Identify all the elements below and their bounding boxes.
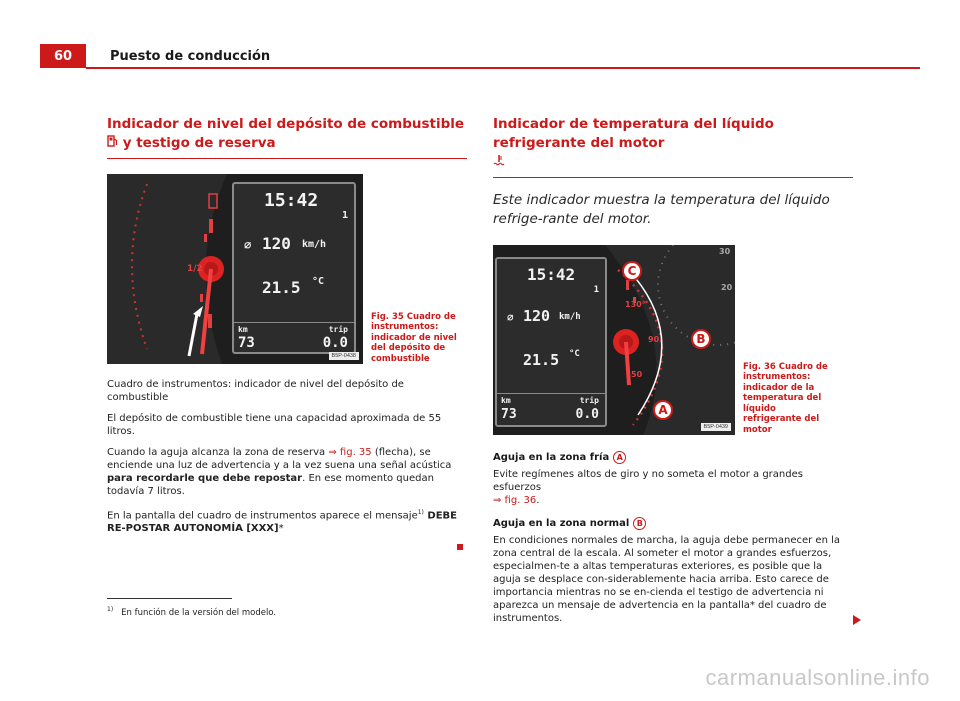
fig35-display [232,182,356,354]
scale-20: 20 [721,283,733,292]
fig35-link[interactable]: ⇒ fig. 35 [328,447,372,458]
badge-b: B [633,517,646,530]
continue-arrow-icon [853,615,861,625]
fig36-time: 15:42 [527,265,576,284]
fig36-code: B5P-0439 [701,423,731,431]
badge-a: A [613,451,626,464]
fig36-link[interactable]: ⇒ fig. 36 [493,495,537,506]
fig35-code: B5P-0438 [329,352,359,360]
fig36-display [495,257,607,427]
callout-c: C [622,261,642,281]
coolant-lead: Este indicador muestra la temperatura del líquido refrige-rante del motor. [493,192,830,227]
cold-zone-heading: Aguja en la zona fría A [493,451,853,464]
fig36-temp: 21.5 [523,351,560,369]
scale-90: 90 [648,335,660,344]
scale-50: 50 [631,370,643,379]
scale-130: 130° [625,300,646,309]
fig35-temp-unit: °C [312,276,325,287]
figure-36-caption: Fig. 36 Cuadro de instrumentos: indicador de la temperatura del líquido refrigerante del motor [743,361,828,435]
fig36-divider [497,393,605,394]
fig36-temp-unit: °C [569,349,580,359]
footnote-mark: 1) [107,606,114,613]
coolant-section-rule [493,177,853,178]
fig35-temp: 21.5 [262,278,301,297]
fig35-speed: 120 [262,234,291,253]
scale-30: 30 [719,247,731,256]
callout-b: B [691,329,711,349]
fuel-pump-icon [107,135,123,151]
header-title: Puesto de conducción [110,49,271,64]
normal-zone-heading: Aguja en la zona normal B [493,517,853,530]
figure-36-image [493,245,735,435]
coolant-temp-icon [493,154,505,170]
cold-zone-paragraph: Evite regímenes altos de giro y no someta el motor a grandes esfuerzos ⇒ fig. 36. [493,469,803,506]
fuel-paragraph-2: El depósito de combustible tiene una capacidad aproximada de 55 litros. [107,413,442,437]
normal-zone-paragraph: En condiciones normales de marcha, la aguja debe permanecer en la zona central de la escala. Al someter el motor a grandes esfuerzos, especialmen-te a altas temperaturas exteriores, es posible que la aguja se desplace con-siderablemente hacia arriba. Esto carece de importancia mientras no se en-cienda el testigo de advertencia ni aparezca un mensaje de advertencia en la pantalla* del cuadro de instrumentos. [493,535,841,624]
fig35-time: 15:42 [264,190,319,211]
footnote: $^{1)}$ En función de la versión del modelo. [107,606,277,618]
footnote-ref: 1) [417,509,424,516]
fuel-section-rule [107,158,467,159]
fig35-trip: 0.0 [322,335,348,351]
fuel-paragraph-3: Cuando la aguja alcanza la zona de reserva ⇒ fig. 35 (flecha), se enciende una luz de advertencia y a la vez suena una señal acústica para recordarle que debe repostar. En ese momento quedan todavía 7 litros. [107,447,452,497]
fig36-trip-label: trip [579,396,599,405]
fig35-divider [234,322,354,323]
right-column [493,115,853,625]
fig36-gear: 1 [593,285,599,295]
fig35-speed-unit: km/h [302,239,327,250]
left-column [107,115,467,554]
half-scale-label: 1/2 [187,264,203,274]
fuel-paragraph-1: Cuadro de instrumentos: indicador de nivel del depósito de combustible [107,379,404,403]
fig35-odo: 73 [238,335,255,351]
fig36-avg-icon: ⌀ [507,311,514,324]
fig35-gear: 1 [341,210,348,221]
fig36-speed-unit: km/h [559,312,581,322]
callout-a: A [653,400,673,420]
figure-35-image [107,174,363,364]
section-end-mark [457,544,463,550]
fig36-trip: 0.0 [575,407,599,422]
fig35-trip-label: trip [328,325,348,334]
fig36-speed: 120 [523,307,551,325]
fuel-paragraph-4: En la pantalla del cuadro de instrumentos aparece el mensaje$^{1)}$ DEBE RE-POSTAR AUTONOMÍA [XXX]* [107,509,457,535]
footnote-rule [107,598,232,599]
figure-35-caption: Fig. 35 Cuadro de instrumentos: indicador de nivel del depósito de combustible [371,311,457,364]
fig36-km-label: km [501,396,511,405]
watermark: carmanualsonline.info [705,665,930,690]
fig35-km-label: km [238,325,248,334]
fuel-section-title: Indicador de nivel del depósito de combustible y testigo de reserva [107,116,465,151]
page-number: 60 [40,44,86,68]
fig35-avg-icon: ⌀ [244,238,252,252]
coolant-section-title: Indicador de temperatura del líquido refrigerante del motor [493,115,853,172]
header-rule [86,67,920,69]
fig36-odo: 73 [501,407,517,422]
